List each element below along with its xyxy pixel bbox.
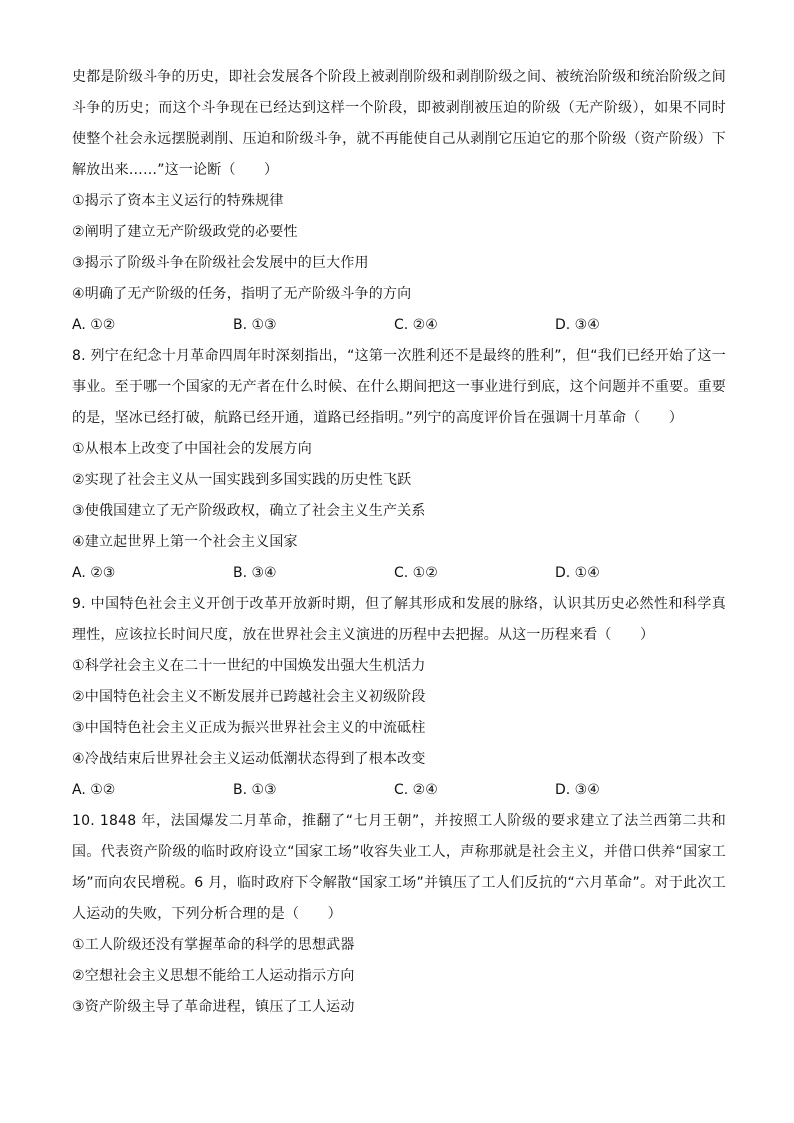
question-7 [72,62,726,341]
question-9-choice-c: C. ②④ [394,782,438,798]
question-7-option-4: ④明确了无产阶级的任务，指明了无产阶级斗争的方向 [72,286,412,302]
question-8-option-2: ②实现了社会主义从一国实践到多国实践的历史性飞跃 [72,472,412,488]
question-9-choice-b: B. ①③ [233,782,277,798]
question-7-choice-b: B. ①③ [233,317,277,333]
exam-page [72,62,726,1023]
question-9-option-4: ④冷战结束后世界社会主义运动低潮状态得到了根本改变 [72,751,426,767]
question-8-option-4: ④建立起世界上第一个社会主义国家 [72,534,298,550]
question-7-choice-d: D. ③④ [555,317,600,333]
question-7-choice-c: C. ②④ [394,317,438,333]
question-7-choice-a: A. ①② [72,317,116,333]
question-10 [72,806,726,1023]
question-7-option-1: ①揭示了资本主义运行的特殊规律 [72,193,284,209]
question-8-choice-b: B. ③④ [233,565,277,581]
question-8-choice-d: D. ①④ [555,565,600,581]
question-9-choice-d: D. ③④ [555,782,600,798]
question-7-option-3: ③揭示了阶级斗争在阶级社会发展中的巨大作用 [72,255,369,271]
question-9 [72,589,726,806]
question-9-choice-a: A. ①② [72,782,116,798]
question-9-stem: 9. 中国特色社会主义开创于改革开放新时期，但了解其形成和发展的脉络，认识其历史必然性和科学真理性，应该拉长时间尺度，放在世界社会主义演进的历程中去把握。从这一历程来看（ ） [72,596,726,643]
question-10-option-2: ②空想社会主义思想不能给工人运动指示方向 [72,968,355,984]
question-10-option-1: ①工人阶级还没有掌握革命的科学的思想武器 [72,937,355,953]
question-7-stem: 史都是阶级斗争的历史，即社会发展各个阶段上被剥削阶级和剥削阶级之间、被统治阶级和统治阶级之间斗争的历史；而这个斗争现在已经达到这样一个阶段，即被剥削被压迫的阶级（无产阶级），如果不同时使整个社会永远摆脱剥削、压迫和阶级斗争，就不再能使自己从剥削它压迫它的那个阶级（资产阶级）下解放出来……”这一论断（ ） [72,69,726,178]
question-7-choices [72,310,726,341]
question-8-choice-a: A. ②③ [72,565,116,581]
question-8-option-3: ③使俄国建立了无产阶级政权，确立了社会主义生产关系 [72,503,426,519]
question-8-choices [72,558,726,589]
question-8-choice-c: C. ①② [394,565,438,581]
question-10-stem: 10. 1848 年，法国爆发二月革命，推翻了“七月王朝”，并按照工人阶级的要求建立了法兰西第二共和国。代表资产阶级的临时政府设立“国家工场”收容失业工人，声称那就是社会主义，并借口供养“国家工场”而向农民增税。6 月，临时政府下令解散“国家工场”并镇压了工人们反抗的“六月革命”。对于此次工人运动的失败，下列分析合理的是（ ） [72,813,726,922]
question-8-option-1: ①从根本上改变了中国社会的发展方向 [72,441,312,457]
question-10-option-3: ③资产阶级主导了革命进程，镇压了工人运动 [72,999,355,1015]
question-7-option-2: ②阐明了建立无产阶级政党的必要性 [72,224,298,240]
question-9-option-1: ①科学社会主义在二十一世纪的中国焕发出强大生机活力 [72,658,426,674]
question-8 [72,341,726,589]
question-9-option-2: ②中国特色社会主义不断发展并已跨越社会主义初级阶段 [72,689,426,705]
question-8-stem: 8. 列宁在纪念十月革命四周年时深刻指出，“这第一次胜利还不是最终的胜利”，但“我们已经开始了这一事业。至于哪一个国家的无产者在什么时候、在什么期间把这一事业进行到底，这个问题并不重要。重要的是，坚冰已经打破，航路已经开通，道路已经指明。”列宁的高度评价旨在强调十月革命（ ） [72,348,726,426]
question-9-option-3: ③中国特色社会主义正成为振兴世界社会主义的中流砥柱 [72,720,426,736]
question-9-choices [72,775,726,806]
